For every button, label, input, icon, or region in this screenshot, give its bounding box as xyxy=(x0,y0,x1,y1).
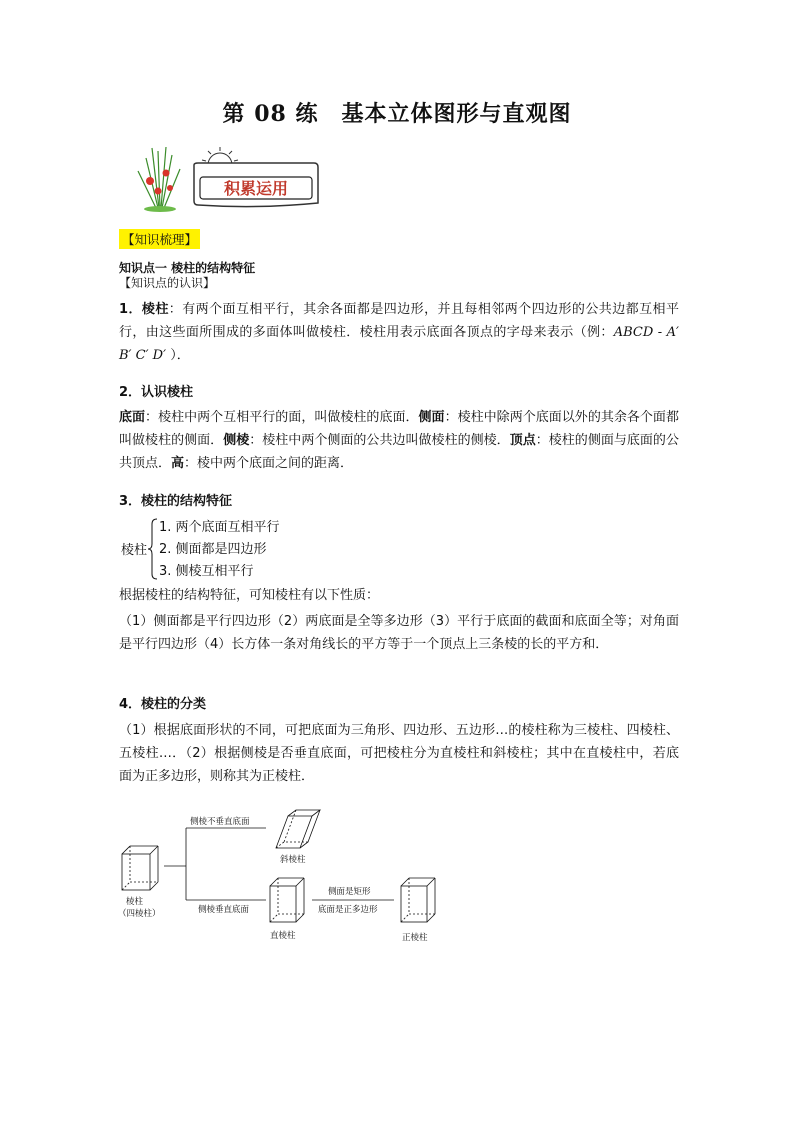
root-prism-icon xyxy=(122,846,158,890)
brace-icon xyxy=(148,518,158,580)
page-title: 第 08 练 基本立体图形与直观图 xyxy=(222,101,572,127)
prism-features-brace xyxy=(121,516,381,578)
brace-item-3: 3. 侧棱互相平行 xyxy=(159,564,254,579)
paragraph-4-heading: 4．棱柱的分类 xyxy=(119,697,207,712)
paragraph-2-heading: 2．认识棱柱 xyxy=(119,385,194,400)
paragraph-3-heading: 3．棱柱的结构特征 xyxy=(119,494,233,509)
paragraph-2-body: 底面：棱柱中两个互相平行的面，叫做棱柱的底面．侧面：棱柱中除两个底面以外的其余各个面都叫做棱柱的侧面．侧棱：棱柱中两个侧面的公共边叫做棱柱的侧棱．顶点：棱柱的侧面与底面的公共顶点．高：棱中两个底面之间的距离． xyxy=(119,410,679,471)
prism-classification-diagram xyxy=(118,808,448,948)
oblique-prism-icon xyxy=(276,810,320,848)
right-edge-label-1: 侧面是矩形 xyxy=(328,887,371,897)
section-subheading: 【知识点的认识】 xyxy=(119,276,216,290)
brace-item-1: 1. 两个底面互相平行 xyxy=(159,520,280,535)
section-heading: 知识点一 棱柱的结构特征 xyxy=(119,261,256,275)
flower-icon xyxy=(138,147,180,208)
p1-text: ：有两个面互相平行，其余各面都是四边形，并且每相邻两个四边形的公共边都互相平行，由这些面所围成的多面体叫做棱柱．棱柱用表示底面各顶点的字母来表示（例： xyxy=(119,302,679,340)
banner-graphic xyxy=(128,143,328,213)
top-edge-label: 侧棱不垂直底面 xyxy=(190,817,250,827)
paragraph-1 xyxy=(119,298,679,367)
brace-label: 棱柱 xyxy=(121,543,148,558)
paragraph-3-properties: （1）侧面都是平行四边形（2）两底面是全等多边形（3）平行于底面的截面和底面全等；对角面是平行四边形（4）长方体一条对角线长的平方等于一个顶点上三条棱的长的平方和． xyxy=(119,614,679,652)
root-label-1: 棱柱 xyxy=(126,897,144,907)
brace-item-2: 2. 侧面都是四边形 xyxy=(159,542,267,557)
root-label-2: （四棱柱） xyxy=(118,909,161,919)
p1-example: ABCD - A′ B′ C′ D′ xyxy=(119,325,679,363)
regular-prism-icon xyxy=(401,878,435,922)
right-node-label: 正棱柱 xyxy=(402,933,428,943)
paragraph-4-body: （1）根据底面形状的不同，可把底面为三角形、四边形、五边形…的棱柱称为三棱柱、四棱柱、五棱柱…．（2）根据侧棱是否垂直底面，可把棱柱分为直棱柱和斜棱柱；其中在直棱柱中，若底面为正多边形，则称其为正棱柱． xyxy=(119,723,679,784)
bottom-node-label: 直棱柱 xyxy=(270,931,296,941)
knowledge-tag: 【知识梳理】 xyxy=(119,229,200,249)
right-prism-icon xyxy=(270,878,304,922)
p1-end: ）． xyxy=(170,348,190,363)
bottom-edge-label: 侧棱垂直底面 xyxy=(198,905,250,915)
top-node-label: 斜棱柱 xyxy=(280,855,306,865)
p1-label: 1．棱柱 xyxy=(119,302,169,317)
right-edge-label-2: 底面是正多边形 xyxy=(318,905,378,915)
banner-text: 积累运用 xyxy=(223,179,289,198)
paragraph-3-intro: 根据棱柱的结构特征，可知棱柱有以下性质： xyxy=(119,588,380,603)
